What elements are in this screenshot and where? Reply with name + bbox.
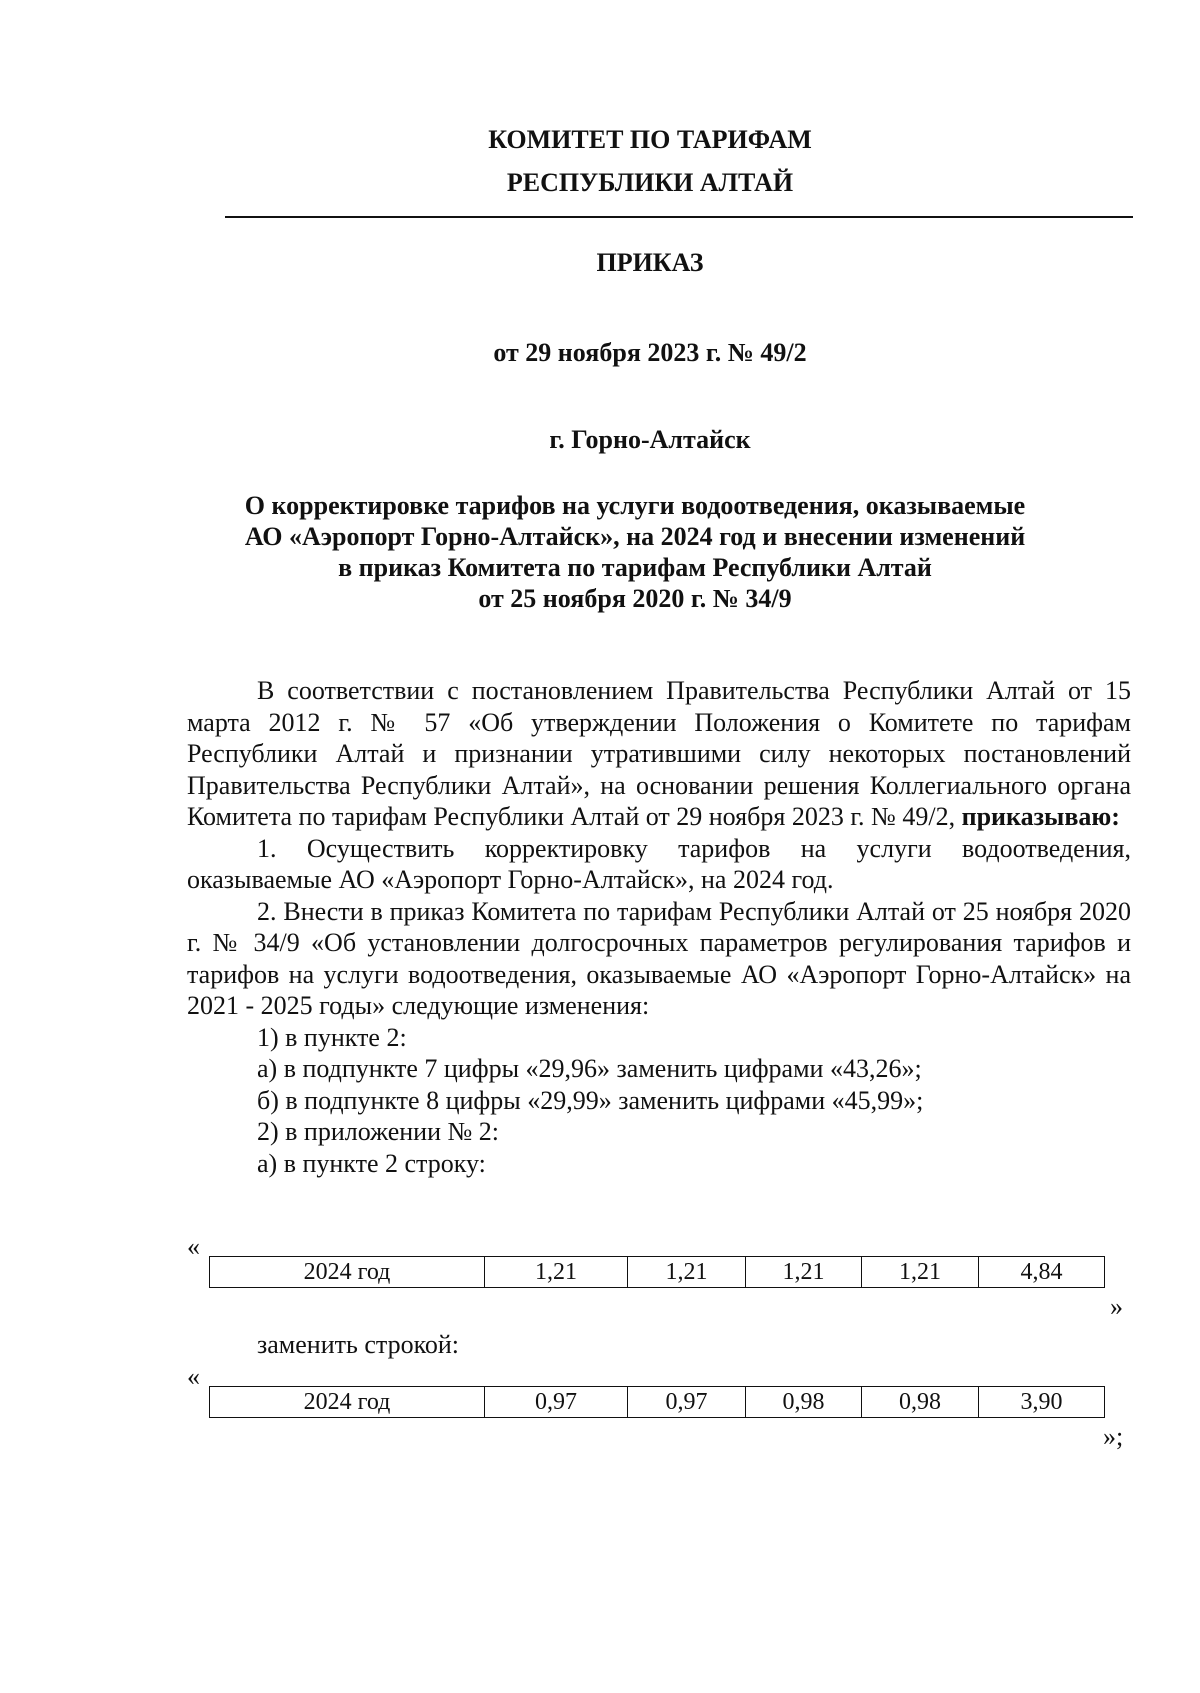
order-body [187, 675, 1131, 1179]
title-line-2: АО «Аэропорт Горно-Алтайск», на 2024 год и внесении изменений [244, 522, 1026, 551]
doc-type: ПРИКАЗ [596, 248, 704, 277]
table-old-row [209, 1256, 1105, 1288]
intro-text: В соответствии с постановлением Правительства Республики Алтай от 15 марта 2012 г. № 57 «Об утверждении Положения о Комитете по тарифам Республики Алтай и признании утратившими силу некоторых постановлений Правительства Республики Алтай», на основании решения Коллегиального органа Комитета по тарифам Республики Алтай от 29 ноября 2023 г. № 49/2, [187, 676, 1131, 831]
city: г. Горно-Алтайск [549, 425, 751, 454]
org-name-line-1: КОМИТЕТ ПО ТАРИФАМ [488, 125, 812, 154]
table-cell: 0,97 [628, 1387, 746, 1418]
intro-paragraph [187, 675, 1131, 833]
item-1: 1. Осуществить корректировку тарифов на услуги водоотведения, оказываемые АО «Аэропорт Горно-Алтайск», на 2024 год. [187, 833, 1131, 894]
open-quote-2: « [187, 1362, 200, 1391]
close-quote-2: »; [1103, 1422, 1124, 1451]
table-new-row [209, 1386, 1105, 1418]
table-cell: 1,21 [746, 1257, 862, 1288]
table-cell-year: 2024 год [210, 1387, 485, 1418]
table-cell: 1,21 [485, 1257, 628, 1288]
table-cell: 0,98 [746, 1387, 862, 1418]
table-cell-total: 4,84 [979, 1257, 1105, 1288]
sub-item-2: 2) в приложении № 2: [257, 1117, 500, 1146]
org-name-line-2: РЕСПУБЛИКИ АЛТАЙ [506, 168, 794, 197]
date-number: от 29 ноября 2023 г. № 49/2 [493, 338, 807, 367]
header-rule [225, 216, 1133, 218]
table-cell-year: 2024 год [210, 1257, 485, 1288]
intro-directive: приказываю: [961, 802, 1120, 831]
table-cell: 0,97 [485, 1387, 628, 1418]
order-title [150, 490, 1120, 614]
item-2: 2. Внести в приказ Комитета по тарифам Республики Алтай от 25 ноября 2020 г. № 34/9 «Об установлении долгосрочных параметров регулирования тарифов и тарифов на услуги водоотведения, оказываемые АО «Аэропорт Горно-Алтайск» на 2021 - 2025 годы» следующие изменения: [187, 896, 1131, 1020]
sub-item-1b: б) в подпункте 8 цифры «29,99» заменить цифрами «45,99»; [257, 1085, 924, 1115]
table-cell-total: 3,90 [979, 1387, 1105, 1418]
sub-item-1a: а) в подпункте 7 цифры «29,96» заменить цифрами «43,26»; [257, 1054, 922, 1083]
title-line-4: от 25 ноября 2020 г. № 34/9 [478, 584, 792, 613]
table-row [210, 1257, 1105, 1288]
title-line-3: в приказ Комитета по тарифам Республики Алтай [338, 553, 932, 582]
title-line-1: О корректировке тарифов на услуги водоотведения, оказываемые [244, 491, 1026, 520]
replace-label: заменить строкой: [257, 1330, 460, 1359]
sub-item-2a: а) в пункте 2 строку: [257, 1148, 486, 1178]
open-quote-1: « [187, 1232, 200, 1261]
close-quote-1: » [1110, 1292, 1123, 1321]
table-cell: 1,21 [862, 1257, 979, 1288]
table-row [210, 1387, 1105, 1418]
table-cell: 1,21 [628, 1257, 746, 1288]
sub-item-1: 1) в пункте 2: [257, 1022, 407, 1052]
table-cell: 0,98 [862, 1387, 979, 1418]
